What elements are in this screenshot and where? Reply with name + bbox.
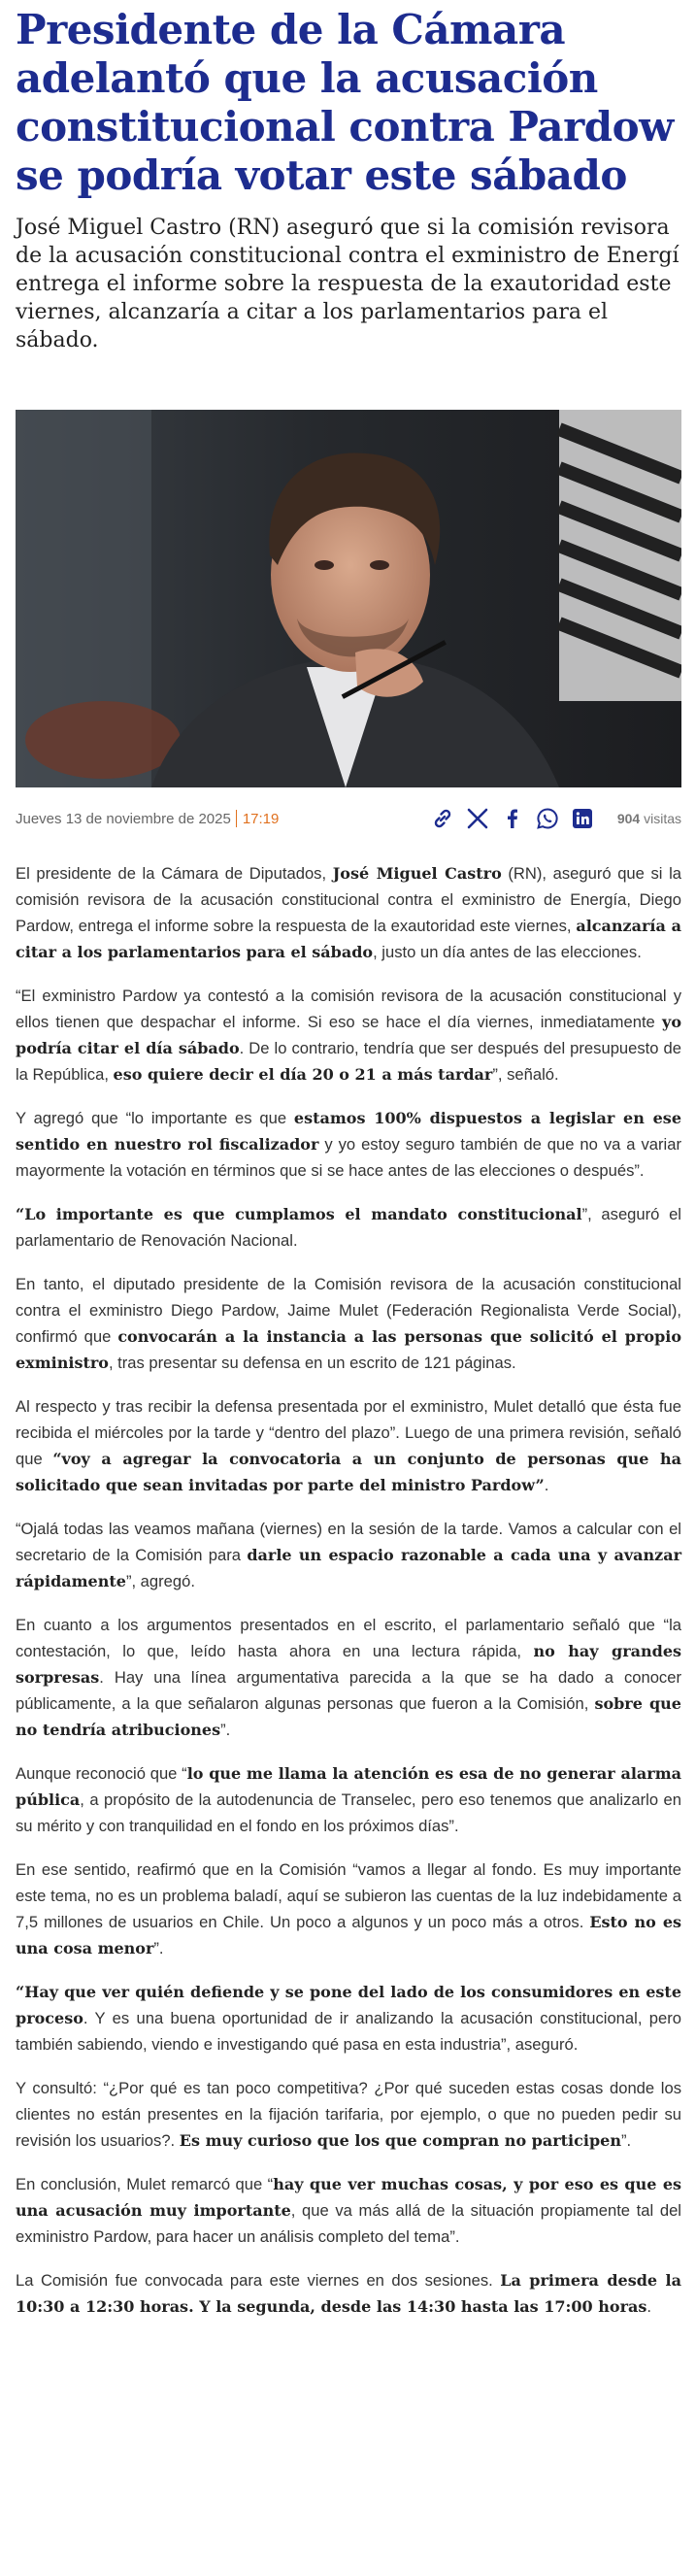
paragraph-text: ”. — [620, 2131, 632, 2150]
paragraph-emphasis: darle un espacio razonable a cada una y avanzar rápidamente — [16, 1546, 682, 1590]
paragraph-text: , tras presentar su defensa en un escrito de 121 páginas. — [108, 1354, 516, 1372]
paragraph-text: “El exministro Pardow ya contestó a la comisión revisora de la acusación constitucional y ellos tienen que despachar el informe. Si eso se hace el día viernes, inmediatamente — [16, 987, 681, 1031]
paragraph-emphasis: yo podría citar el día sábado — [16, 1013, 681, 1057]
visit-counter — [617, 811, 681, 826]
paragraph-text: ”, aseguró el parlamentario de Renovación Nacional. — [16, 1205, 681, 1250]
whatsapp-icon[interactable] — [536, 807, 559, 830]
paragraph-text: Y agregó que “lo importante es que — [16, 1109, 294, 1127]
article-paragraph — [16, 1271, 681, 1376]
paragraph-emphasis: Es muy curioso que los que compran no participen — [179, 2131, 621, 2150]
paragraph-text: La Comisión fue convocada para este viernes en dos sesiones. — [16, 2271, 501, 2290]
paragraph-text: En tanto, el diputado presidente de la Comisión revisora de la acusación constitucional contra el exministro Diego Pardow, Jaime Mulet (Federación Regionalista Verde Social), confirmó que — [16, 1275, 681, 1346]
article-paragraph — [16, 860, 681, 965]
article-subtitle: José Miguel Castro (RN) aseguró que si la comisión revisora de la acusación constitucional contra el exministro de Energí entrega el informe sobre la respuesta de la exautoridad este viernes, alcanzaría a citar a los parlamentarios para el sábado. — [16, 216, 679, 352]
paragraph-emphasis: alcanzaría a citar a los parlamentarios para el sábado — [16, 917, 682, 961]
visit-label: visitas — [644, 811, 681, 826]
article-body — [16, 860, 681, 2337]
article-paragraph — [16, 1612, 681, 1743]
facebook-icon[interactable] — [501, 807, 524, 830]
paragraph-emphasis: sobre que no tendría atribuciones — [16, 1694, 681, 1739]
visit-count: 904 — [616, 811, 641, 826]
article-paragraph — [16, 1516, 681, 1594]
paragraph-text: . De lo contrario, tendría que ser después del presupuesto de la República, — [16, 1039, 682, 1084]
paragraph-text: y yo estoy seguro también de que no va a variar mayormente la votación en términos que si se hace antes de las elecciones o después”. — [16, 1135, 681, 1180]
paragraph-text: “Ojalá todas las veamos mañana (viernes) en la sesión de la tarde. Vamos a calcular con el secretario de la Comisión para — [16, 1520, 681, 1564]
paragraph-text: Aunque reconoció que “ — [16, 1764, 187, 1783]
article-paragraph — [16, 983, 681, 1087]
link-icon[interactable] — [431, 807, 454, 830]
article-paragraph — [16, 2267, 681, 2320]
share-bar — [431, 807, 594, 830]
paragraph-emphasis: “Lo importante es que cumplamos el mandato constitucional — [16, 1205, 582, 1223]
paragraph-text: , justo un día antes de las elecciones. — [373, 943, 642, 961]
paragraph-text: En cuanto a los argumentos presentados en el escrito, el parlamentario señaló que “la contestación, lo que, leído hasta ahora en una lectura rápida, — [16, 1616, 681, 1660]
paragraph-emphasis: hay que ver muchas cosas, y por eso es que es una acusación muy importante — [16, 2175, 682, 2220]
article-meta — [16, 802, 681, 835]
article-paragraph — [16, 1393, 681, 1498]
paragraph-text: . — [646, 2297, 651, 2316]
paragraph-emphasis: Esto no es una cosa menor — [16, 1913, 682, 1957]
paragraph-emphasis: lo que me llama la atención es esa de no generar alarma pública — [16, 1764, 681, 1809]
paragraph-emphasis: convocarán a la instancia a las personas que solicitó el propio exministro — [16, 1327, 682, 1372]
article-paragraph — [16, 1857, 681, 1961]
paragraph-text: . — [544, 1476, 549, 1494]
linkedin-icon[interactable] — [571, 807, 594, 830]
paragraph-text: ”, agregó. — [125, 1572, 195, 1590]
article-paragraph — [16, 1105, 681, 1184]
paragraph-text: ”. — [220, 1721, 231, 1739]
article-paragraph — [16, 2075, 681, 2154]
paragraph-emphasis: estamos 100% dispuestos a legislar en ese sentido en nuestro rol fiscalizador — [16, 1109, 681, 1154]
paragraph-emphasis: eso quiere decir el día 20 o 21 a más tardar — [113, 1065, 493, 1084]
paragraph-text: En ese sentido, reafirmó que en la Comisión “vamos a llegar al fondo. Es muy importante este tema, no es un problema baladí, aquí se subieron las cuentas de la luz indebidamente a 7,5 millones de usuarios en Chile. Un poco a algunos y un poco más a otros. — [16, 1860, 681, 1931]
paragraph-emphasis: “voy a agregar la convocatoria a un conjunto de personas que ha solicitado que sean invitadas por parte del ministro Pardow” — [16, 1450, 681, 1494]
paragraph-text: El presidente de la Cámara de Diputados, — [16, 864, 333, 883]
paragraph-text: , que va más allá de la situación propiamente tal del exministro Pardow, para hacer un análisis completo del tema”. — [16, 2201, 681, 2246]
article-paragraph — [16, 1760, 681, 1839]
paragraph-text: (RN), aseguró que si la comisión revisora de la acusación constitucional contra el exministro de Energía, Diego Pardow, entrega el informe sobre la respuesta de la exautoridad este viernes, — [16, 864, 682, 935]
paragraph-text: , a propósito de la autodenuncia de Transelec, pero eso tenemos que analizarlo en su mérito y con tranquilidad en el fondo en los próximos días”. — [16, 1790, 681, 1835]
paragraph-emphasis: José Miguel Castro — [332, 864, 502, 883]
meta-divider — [236, 810, 237, 827]
publish-date: Jueves 13 de noviembre de 2025 — [16, 810, 231, 827]
article-paragraph — [16, 1201, 681, 1254]
article-header — [16, 0, 681, 354]
paragraph-emphasis: no hay grandes sorpresas — [16, 1642, 682, 1687]
article-paragraph — [16, 2171, 681, 2250]
paragraph-text: ”. — [153, 1939, 164, 1957]
page-title: Presidente de la Cámara adelantó que la acusación constitucional contra Pardow se podría votar este sábado — [16, 6, 674, 199]
paragraph-text: Y consultó: “¿Por qué es tan poco competitiva? ¿Por qué suceden estas cosas donde los clientes no están presentes en la fijación tarifaria, por ejemplo, o que no pueden pedir su revisión los usuarios?. — [16, 2079, 681, 2150]
paragraph-text: . Y es una buena oportunidad de ir analizando la acusación constitucional, pero también sabiendo, viendo e investigando qué pasa en esta industria”, aseguró. — [16, 2009, 681, 2054]
article-photo — [16, 410, 681, 787]
paragraph-emphasis: La primera desde la 10:30 a 12:30 horas. Y la segunda, desde las 14:30 hasta las 17:00 horas — [16, 2271, 681, 2316]
paragraph-text: . Hay una línea argumentativa parecida a la que se ha dado a conocer públicamente, a la que señalaron algunas personas que fueron a la Comisión, — [16, 1668, 681, 1713]
paragraph-text: Al respecto y tras recibir la defensa presentada por el exministro, Mulet detalló que ésta fue recibida el miércoles por la tarde y “dentro del plazo”. Luego de una primera revisión, señaló que — [16, 1397, 681, 1468]
publish-time: 17:19 — [242, 810, 280, 827]
x-icon[interactable] — [466, 807, 489, 830]
paragraph-text: En conclusión, Mulet remarcó que “ — [16, 2175, 274, 2193]
article-paragraph — [16, 1979, 681, 2057]
paragraph-text: ”, señaló. — [492, 1065, 559, 1084]
paragraph-emphasis: “Hay que ver quién defiende y se pone del lado de los consumidores en este proceso — [16, 1983, 681, 2027]
